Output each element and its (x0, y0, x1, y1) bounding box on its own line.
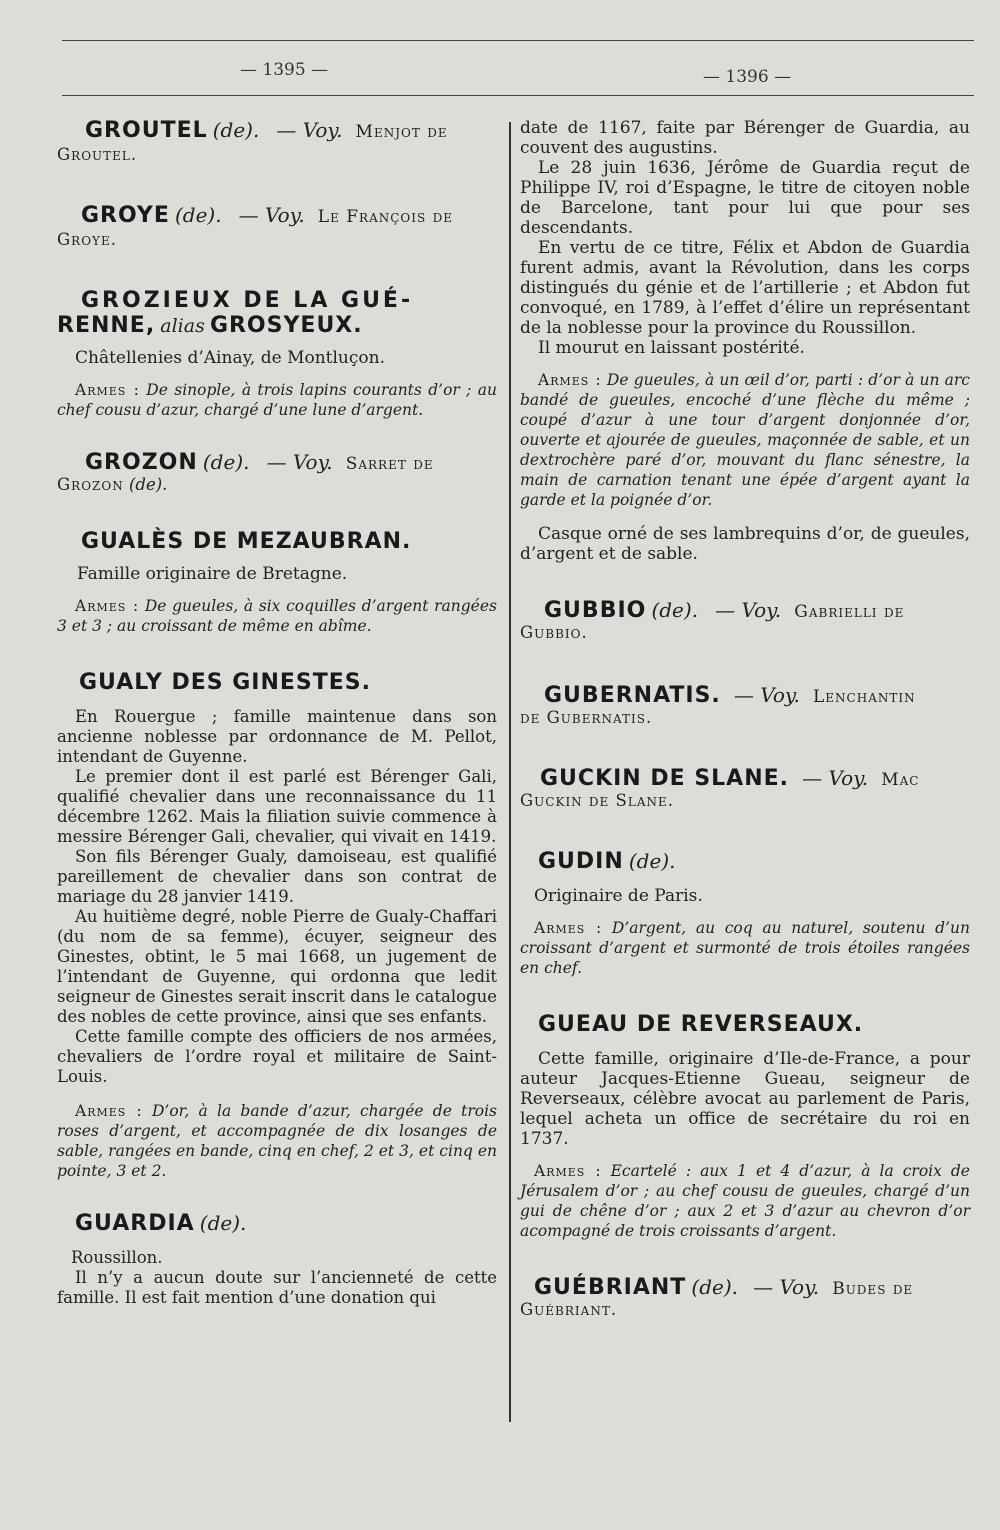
entry-paragraph: Cette famille, originaire d’Ile-de-France, a pour auteur Jacques-Etienne Gueau, seigneur de Reverseaux, célèbre avocat au parlement de Paris, lequel acheta un office de secrétaire du roi en 1737. (520, 1049, 970, 1149)
entry-alias: alias (160, 315, 205, 337)
entry-de: (de). (628, 849, 676, 873)
arms-label: Armes : (75, 597, 140, 615)
entry-voy: — Voy. (802, 766, 869, 790)
arms-label: Armes : (534, 919, 603, 937)
entry-ref-cont: Groutel. (57, 145, 138, 164)
entry-ref-cont: Guckin de Slane. (520, 791, 674, 810)
entry-paragraph: Il n’y a aucun doute sur l’ancienneté de cette famille. Il est fait mention d’une donation qui (57, 1268, 497, 1307)
entry-ref: Gabrielli de (794, 602, 905, 622)
entry-voy: — Voy. (733, 683, 800, 707)
entry-groutel (85, 118, 497, 143)
arms-text: D’argent, au coq au naturel, soutenu d’un croissant d’argent et surmonté de trois étoiles rangées en chef. (520, 919, 970, 977)
right-column (520, 118, 970, 1320)
entry-voy: — Voy. (753, 1275, 820, 1299)
entry-gudin (538, 849, 970, 874)
entry-de: (de). (691, 1275, 738, 1299)
entry-name: GROUTEL (85, 118, 208, 143)
entry-voy: — Voy. (266, 450, 333, 474)
entry-de: (de). (202, 450, 250, 474)
entry-de: (de). (174, 203, 222, 227)
entry-paragraph: Cette famille compte des officiers de nos armées, chevaliers de l’ordre royal et militaire de Saint-Louis. (57, 1027, 497, 1086)
entry-arms (520, 370, 970, 510)
entry-groye (81, 203, 497, 228)
arms-text: De gueules, à six coquilles d’argent rangées 3 et 3 ; au croissant de même en abîme. (57, 597, 497, 635)
entry-voy: — Voy. (238, 203, 305, 227)
entry-paragraph: En vertu de ce titre, Félix et Abdon de Guardia furent admis, avant la Révolution, dans les corps distingués du génie et de l’artillerie ; et Abdon fut convoqué, en 1789, à l’effet d’élire un représentant de la noblesse pour la province du Roussillon. (520, 238, 970, 338)
entry-name: GROZON (85, 450, 198, 475)
entry-ref-cont (57, 475, 497, 495)
entry-ref-cont: Guébriant. (520, 1300, 618, 1319)
entry-name-cont (57, 313, 497, 338)
left-column (57, 118, 497, 1308)
arms-label: Armes : (75, 1102, 143, 1120)
entry-name: GUEAU DE REVERSEAUX. (538, 1012, 864, 1037)
arms-label: Armes : (534, 1162, 602, 1180)
entry-name: GUALÈS DE MEZAUBRAN. (81, 529, 412, 554)
entry-ref-name: Grozon (57, 475, 124, 494)
entry-gubernatis (544, 683, 970, 708)
entry-name: GROYE (81, 203, 170, 228)
entry-ref: Le François de (317, 207, 453, 227)
entry-paragraph: Son fils Bérenger Gualy, damoiseau, est qualifié pareillement de chevalier dans son contrat de mariage du 28 janvier 1419. (57, 847, 497, 906)
entry-guckin (540, 766, 970, 791)
entry-name-part: GROSYEUX. (209, 313, 363, 338)
arms-text: D’or, à la bande d’azur, chargée de trois roses d’argent, et accompagnée de dix losanges de sable, rangées en bande, cinq en chef, 2 et 3, et cinq en pointe, 3 et 2. (57, 1102, 497, 1180)
page-number-right: — 1396 — (703, 67, 792, 87)
entry-de: (de). (199, 1211, 247, 1235)
entry-paragraph: En Rouergue ; famille maintenue dans son ancienne noblesse par ordonnance de M. Pellot, intendant de Guyenne. (57, 707, 497, 766)
entry-name-part: RENNE, (57, 313, 156, 338)
entry-paragraph: Il mourut en laissant postérité. (538, 338, 805, 358)
entry-de: (de). (212, 118, 260, 142)
entry-name: GUALY DES GINESTES. (79, 670, 372, 695)
arms-text: De gueules, à un œil d’or, parti : d’or à un arc bandé de gueules, encoché d’une flèche du même ; coupé d’azur à une tour d’argent donjonnée d’or, ouverte et ajourée de gueules, maçonnée de sable, et un dextrochère paré d’or, mouvant du flanc sénestre, la main de carnation tenant une épée d’argent ayant la garde et la poignée d’or. (520, 371, 970, 509)
entry-name: GROZIEUX DE LA GUÉ- (81, 288, 414, 313)
top-rule (62, 40, 974, 41)
entry-paragraph: Casque orné de ses lambrequins d’or, de gueules, d’argent et de sable. (520, 524, 970, 564)
entry-arms (57, 380, 497, 420)
entry-ref-cont: de Gubernatis. (520, 708, 653, 727)
entry-arms (520, 918, 970, 978)
entry-ref: Mac (881, 770, 920, 790)
entry-arms (57, 596, 497, 636)
page-number-left: — 1395 — (240, 60, 329, 80)
entry-ref: Menjot de (355, 122, 448, 142)
entry-de: (de). (651, 598, 699, 622)
entry-ref: Sarret de (345, 454, 434, 474)
entry-name: GUÉBRIANT (534, 1275, 687, 1300)
entry-voy: — Voy. (276, 118, 343, 142)
entry-name: GUARDIA (75, 1211, 195, 1236)
entry-grozon (85, 450, 497, 475)
entry-paragraph: Le 28 juin 1636, Jérôme de Guardia reçut de Philippe IV, roi d’Espagne, le titre de citoyen noble de Barcelone, tant pour lui que pour ses descendants. (520, 158, 970, 238)
entry-name: GUCKIN DE SLANE. (540, 766, 790, 791)
entry-ref-de: (de). (128, 475, 168, 494)
entry-place: Originaire de Paris. (534, 886, 703, 906)
arms-label: Armes : (75, 381, 140, 399)
arms-text: De sinople, à trois lapins courants d’or ; au chef cousu d’azur, chargé d’une lune d’argent. (57, 381, 497, 419)
entry-name: GUBBIO (544, 598, 647, 623)
header-rule (62, 95, 974, 96)
entry-guardia (75, 1211, 497, 1236)
entry-name: GUDIN (538, 849, 624, 874)
entry-ref: Budes de (832, 1279, 914, 1299)
column-divider (509, 122, 511, 1422)
entry-arms (57, 1101, 497, 1181)
entry-paragraph: date de 1167, faite par Bérenger de Guardia, au couvent des augustins. (520, 118, 970, 158)
entry-ref: Lenchantin (813, 687, 916, 707)
entry-ref-cont: Groye. (57, 230, 117, 249)
entry-desc: Famille originaire de Bretagne. (77, 564, 348, 584)
arms-text: Ecartelé : aux 1 et 4 d’azur, à la croix de Jérusalem d’or ; au chef cousu de gueules, chargé d’un gui de chêne d’or ; aux 2 et 3 d’azur au chevron d’or acompagné de trois croissants d’argent. (520, 1162, 970, 1240)
entry-paragraph: Le premier dont il est parlé est Bérenger Gali, qualifié chevalier dans une reconnaissance du 11 décembre 1262. Mais la filiation suivie commence à messire Bérenger Gali, chevalier, qui vivait en 1419. (57, 767, 497, 846)
entry-place: Roussillon. (71, 1248, 163, 1267)
entry-arms (520, 1161, 970, 1241)
entry-paragraph: Au huitième degré, noble Pierre de Gualy-Chaffari (du nom de sa femme), écuyer, seigneur des Ginestes, obtint, le 5 mai 1668, un jugement de l’intendant de Guyenne, qui ordonna que ledit seigneur de Ginestes serait inscrit dans le catalogue des nobles de cette province, ainsi que ses enfants. (57, 907, 497, 1026)
entry-ref-cont: Gubbio. (520, 623, 588, 642)
entry-gubbio (544, 598, 970, 623)
entry-voy: — Voy. (715, 598, 782, 622)
arms-label: Armes : (538, 371, 602, 389)
entry-place: Châtellenies d’Ainay, de Montluçon. (75, 348, 385, 368)
entry-name: GUBERNATIS. (544, 683, 721, 708)
entry-guebriant (534, 1275, 970, 1300)
